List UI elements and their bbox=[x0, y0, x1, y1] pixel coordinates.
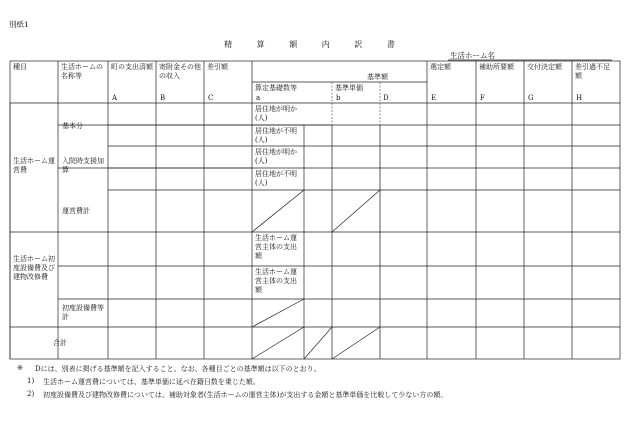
header-sub-unit: 基準単価 bbox=[335, 84, 363, 92]
basic-label: 基本分 bbox=[62, 122, 83, 130]
header-selected: 選定額 bbox=[430, 63, 451, 71]
note-1-number: 1) bbox=[27, 377, 35, 385]
grand-total-label: 合計 bbox=[53, 339, 67, 347]
header-base: 基準額 bbox=[367, 73, 388, 81]
document-title: 精 算 額 内 訳 書 bbox=[224, 40, 406, 49]
expense-a-label: 生活ホーム運営主体の支出額 bbox=[255, 234, 297, 261]
header-selected-letter: E bbox=[431, 94, 437, 102]
resident-known-2: 居住地が明か(人) bbox=[255, 148, 297, 166]
header-town-cost: 町の支出済額 bbox=[111, 63, 153, 71]
header-donation-letter: B bbox=[160, 94, 166, 102]
note-1: 生活ホーム運営費については、基準単価に延べ在籍日数を乗じた額。 bbox=[43, 378, 260, 386]
note-main: Dには、別表に掲げる基準額を記入すること。なお、各種目ごとの基準額は以下のとおり。 bbox=[35, 365, 321, 373]
header-decided: 交付決定額 bbox=[527, 63, 562, 71]
header-diff: 差引額 bbox=[207, 63, 228, 71]
header-base-letter: D bbox=[383, 94, 389, 102]
header-town-cost-letter: A bbox=[112, 94, 118, 102]
header-home-name: 生活ホームの名称等 bbox=[61, 63, 103, 81]
initial-total-label: 初度設備費等計 bbox=[62, 304, 104, 322]
hospital-support-label: 入院時支援加算 bbox=[62, 157, 104, 175]
header-decided-letter: G bbox=[528, 94, 534, 102]
group-initial-label: 生活ホーム初度設備費及び建物改修費 bbox=[13, 255, 55, 282]
note-2-number: 2) bbox=[27, 390, 35, 398]
header-sub-count: 算定基礎数等 bbox=[255, 84, 297, 92]
home-name-label: 生活ホーム名 bbox=[450, 51, 495, 60]
note-2: 初度設備費及び建物改修費については、補助対象者(生活ホームの運営主体)が支出する金額と基準単価を比較して少ない方の額。 bbox=[43, 391, 448, 399]
note-mark: ※ bbox=[17, 364, 23, 372]
resident-known-1: 居住地が明か(人) bbox=[255, 105, 297, 123]
document-label: 別紙1 bbox=[9, 20, 29, 29]
header-sub-unit-letter: b bbox=[336, 94, 341, 102]
header-diff-letter: C bbox=[208, 94, 214, 102]
header-excess-letter: H bbox=[576, 94, 583, 102]
expense-b-label: 生活ホーム運営主体の支出額 bbox=[255, 268, 297, 295]
header-excess: 差引過不足額 bbox=[575, 63, 610, 81]
header-subsidy-need-letter: F bbox=[480, 94, 485, 102]
resident-unknown-2: 居住地が不明(人) bbox=[255, 170, 297, 188]
header-item: 種目 bbox=[13, 63, 27, 71]
header-sub-count-letter: a bbox=[256, 94, 261, 102]
group-operation-label: 生活ホーム運営費 bbox=[13, 157, 55, 175]
resident-unknown-1: 居住地が不明(人) bbox=[255, 127, 297, 145]
header-donation: 寄附金その他の収入 bbox=[159, 63, 201, 81]
operation-total-label: 運営費計 bbox=[62, 207, 90, 215]
header-subsidy-need: 補助所要額 bbox=[479, 63, 514, 71]
